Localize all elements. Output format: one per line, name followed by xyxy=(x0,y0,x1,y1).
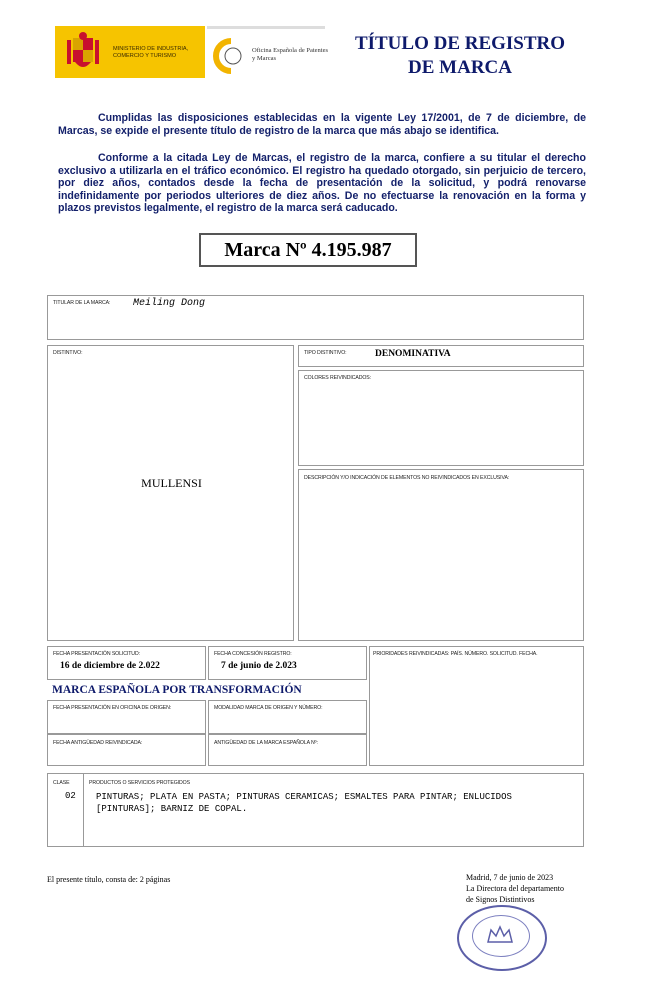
antiguedad-marca-label: ANTIGÜEDAD DE LA MARCA ESPAÑOLA Nº: xyxy=(214,740,318,746)
oepm-text: Oficina Española de Patentes y Marcas xyxy=(252,47,328,62)
signer-line-1: La Directora del departamento xyxy=(466,884,564,893)
modalidad-label: MODALIDAD MARCA DE ORIGEN Y NÚMERO: xyxy=(214,705,323,711)
descripcion-label: DESCRIPCIÓN Y/O INDICACIÓN DE ELEMENTOS NO REIVINDICADOS EN EXCLUSIVA: xyxy=(304,475,510,481)
distintivo-value: MULLENSI xyxy=(141,476,202,490)
colores-label: COLORES REIVINDICADOS: xyxy=(304,375,371,381)
prioridades-box xyxy=(369,646,584,766)
descripcion-box xyxy=(298,469,584,641)
titular-value: Meiling Dong xyxy=(133,298,206,309)
intro-paragraph-2: Conforme a la citada Ley de Marcas, el registro de la marca, confiere a su titular el derecho exclusivo a utilizarla en el tráfico económico. El registro ha quedado otorgado, sin perjuicio de tercero, por diez años, contados desde la fecha de presentación de la solicitud, y podrá renovarse indefinidamente por periodos ulteriores de diez años. De no efectuarse la renovación en la forma y plazos previstos legalmente, el registro de la marca será caducado. xyxy=(58,152,586,215)
clase-label: CLASE xyxy=(53,780,70,786)
clase-value: 02 xyxy=(65,791,76,801)
signer-line-2: de Signos Distintivos xyxy=(466,895,535,904)
fecha-origen-label: FECHA PRESENTACIÓN EN OFICINA DE ORIGEN: xyxy=(53,705,172,711)
stamp-crown-icon xyxy=(485,922,515,948)
prioridades-label: PRIORIDADES REIVINDICADAS: PAÍS. NÚMERO. SOLICITUD. FECHA. xyxy=(373,651,538,657)
fecha-concesion-value: 7 de junio de 2.023 xyxy=(221,661,297,671)
pages-note: El presente título, consta de: 2 páginas xyxy=(47,875,171,884)
marca-number: Marca Nº 4.195.987 xyxy=(199,233,417,267)
coat-of-arms-icon xyxy=(63,30,103,74)
distintivo-box xyxy=(47,345,294,641)
productos-label: PRODUCTOS O SERVICIOS PROTEGIDOS xyxy=(89,780,190,786)
modalidad-box xyxy=(208,700,367,734)
titular-label: TITULAR DE LA MARCA: xyxy=(53,300,111,306)
titular-box xyxy=(47,295,584,340)
antiguedad-label: FECHA ANTIGÜEDAD REIVINDICADA: xyxy=(53,740,143,746)
tipo-value: DENOMINATIVA xyxy=(375,349,451,359)
title-line-1: TÍTULO DE REGISTRO xyxy=(354,33,566,54)
fecha-presentacion-value: 16 de diciembre de 2.022 xyxy=(60,661,160,671)
ministry-text: MINISTERIO DE INDUSTRIA, COMERCIO Y TURISMO xyxy=(113,46,189,59)
tipo-label: TIPO DISTINTIVO: xyxy=(304,350,347,356)
transformacion-heading: MARCA ESPAÑOLA POR TRANSFORMACIÓN xyxy=(52,684,302,696)
fecha-presentacion-box xyxy=(47,646,206,680)
distintivo-label: DISTINTIVO: xyxy=(53,350,83,356)
tipo-box xyxy=(298,345,584,367)
antiguedad-box xyxy=(47,734,206,766)
fecha-concesion-label: FECHA CONCESIÓN REGISTRO: xyxy=(214,651,292,657)
intro-paragraph-1: Cumplidas las disposiciones establecidas en la vigente Ley 17/2001, de 7 de diciembre, de Marcas, se expide el presente título de registro de la marca que más abajo se identifica. xyxy=(58,112,586,137)
fecha-presentacion-label: FECHA PRESENTACIÓN SOLICITUD: xyxy=(53,651,140,657)
antiguedad-marca-box xyxy=(208,734,367,766)
document-title xyxy=(340,32,580,80)
productos-divider xyxy=(83,774,84,846)
signature-block xyxy=(466,872,564,905)
place-date: Madrid, 7 de junio de 2023 xyxy=(466,873,554,882)
fecha-origen-box xyxy=(47,700,206,734)
colores-box xyxy=(298,370,584,466)
oepm-emblem-icon xyxy=(213,38,249,74)
title-line-2: DE MARCA xyxy=(408,57,512,78)
productos-text: PINTURAS; PLATA EN PASTA; PINTURAS CERAMICAS; ESMALTES PARA PINTAR; ENLUCIDOS [PINTURAS]; BARNIZ DE COPAL. xyxy=(96,792,512,814)
fecha-concesion-box xyxy=(208,646,367,680)
productos-box xyxy=(47,773,584,847)
